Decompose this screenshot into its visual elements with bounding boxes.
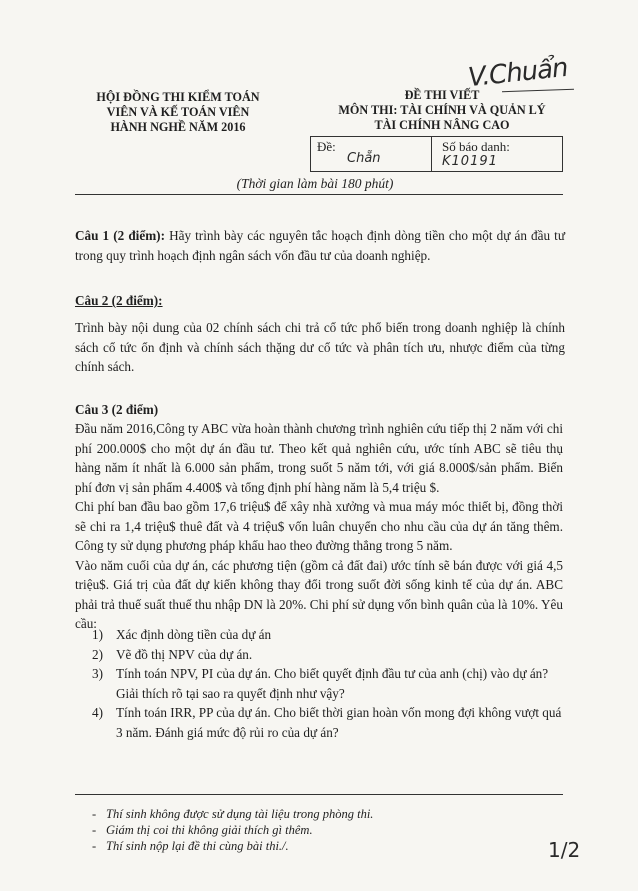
footer-note: - Giám thị coi thi không giải thích gì thêm.	[92, 823, 313, 837]
question-3-body	[75, 419, 563, 634]
question-1	[75, 226, 565, 265]
organizer-line-2: VIÊN VÀ KẾ TOÁN VIÊN	[106, 105, 250, 119]
subject-line-2: TÀI CHÍNH NÂNG CAO	[374, 118, 510, 132]
list-item	[92, 625, 564, 645]
footer-note: - Thí sinh nộp lại đề thi cùng bài thi./.	[92, 839, 289, 853]
list-item	[92, 664, 564, 703]
question-3-paragraph: Vào năm cuối của dự án, các phương tiện (gồm cả đất đai) ước tính sẽ bán được với giá 4,5 triệu$. Giá trị của đất dự kiến không thay đổi trong suốt đời sống kinh tế của dự án. ABC phải trả thuế suất thuế thu nhập DN là 20%. Chi phí sử dụng vốn bình quân của là 10%. Yêu cầu:	[75, 557, 563, 631]
question-1-text: Hãy trình bày các nguyên tắc hoạch định dòng tiền cho một dự án đầu tư trong quy trình hoạch định ngân sách vốn đầu tư của doanh nghiệp.	[75, 228, 565, 263]
exam-type: ĐỀ THI VIẾT	[404, 88, 480, 102]
question-3-title: Câu 3 (2 điểm)	[75, 402, 159, 417]
list-item-number: 3)	[92, 666, 103, 681]
question-1-title: Câu 1 (2 điểm):	[75, 228, 165, 243]
question-3-paragraph: Chi phí ban đầu bao gồm 17,6 triệu$ để xây nhà xưởng và mua máy móc thiết bị, đồng thời sẽ chi ra 1,4 triệu$ thuê đất và 4 triệu$ vốn luân chuyển cho nhu cầu của dự án tăng thêm. Công ty sử dụng phương pháp khấu hao theo đường thẳng trong 5 năm.	[75, 499, 563, 553]
list-item-text: Tính toán NPV, PI của dự án. Cho biết quyết định đầu tư của anh (chị) vào dự án? Giải thích rõ tại sao ra quyết định như vậy?	[116, 666, 549, 701]
list-item	[92, 645, 564, 665]
footer-divider	[75, 794, 563, 795]
exam-code-label: Đề:	[317, 139, 336, 154]
organizer-block	[78, 90, 278, 135]
question-2-title: Câu 2 (2 điểm):	[75, 293, 163, 308]
list-item-number: 2)	[92, 646, 103, 662]
candidate-number-box	[431, 136, 563, 172]
footer-note: - Thí sinh không được sử dụng tài liệu trong phòng thi.	[92, 807, 374, 821]
organizer-line-3: HÀNH NGHỀ NĂM 2016	[110, 120, 246, 134]
header-divider	[75, 194, 563, 195]
organizer-line-1: HỘI ĐỒNG THI KIỂM TOÁN	[96, 90, 260, 104]
footer-notes	[92, 806, 492, 854]
exam-code-value: Chẵn	[347, 151, 381, 166]
exam-duration: (Thời gian làm bài 180 phút)	[236, 176, 394, 191]
question-3-paragraph: Đầu năm 2016,Công ty ABC vừa hoàn thành chương trình nghiên cứu tiếp thị 2 năm với chi phí 200.000$ cho một dự án đầu tư. Theo kết quả nghiên cứu, ước tính ABC sẽ tiêu thụ hàng năm ít nhất là 6.000 sản phẩm, trong suốt 5 năm tới, với giá 8.000$/sản phẩm. Biến phí đơn vị sản phẩm 4.400$ và tổng định phí hàng năm là 5,4 triệu $.	[75, 421, 563, 495]
candidate-number-value: K10191	[442, 154, 498, 169]
handwritten-corner-mark: V.Chuẩn	[466, 52, 569, 94]
subject-line-1: MÔN THI: TÀI CHÍNH VÀ QUẢN LÝ	[338, 103, 546, 117]
list-item-text: Vẽ đồ thị NPV của dự án.	[116, 646, 253, 662]
exam-code-box	[310, 136, 432, 172]
exam-title-block	[292, 88, 592, 133]
page-number: 1/2	[548, 838, 581, 862]
list-item-text: Tính toán IRR, PP của dự án. Cho biết thời gian hoàn vốn mong đợi không vượt quá 3 năm. Đánh giá mức độ rủi ro của dự án?	[116, 705, 562, 740]
list-item-number: 4)	[92, 705, 103, 720]
candidate-number-label: Số báo danh:	[442, 139, 510, 154]
requirements-list	[92, 625, 564, 742]
list-item-text: Xác định dòng tiền của dự án	[116, 627, 272, 642]
question-2-text: Trình bày nội dung của 02 chính sách chi trả cổ tức phổ biến trong doanh nghiệp là chính sách cổ tức ổn định và chính sách thặng dư cổ tức và phân tích ưu, nhược điểm của từng chính sách.	[75, 320, 565, 374]
list-item	[92, 703, 564, 742]
list-item-number: 1)	[92, 627, 103, 642]
